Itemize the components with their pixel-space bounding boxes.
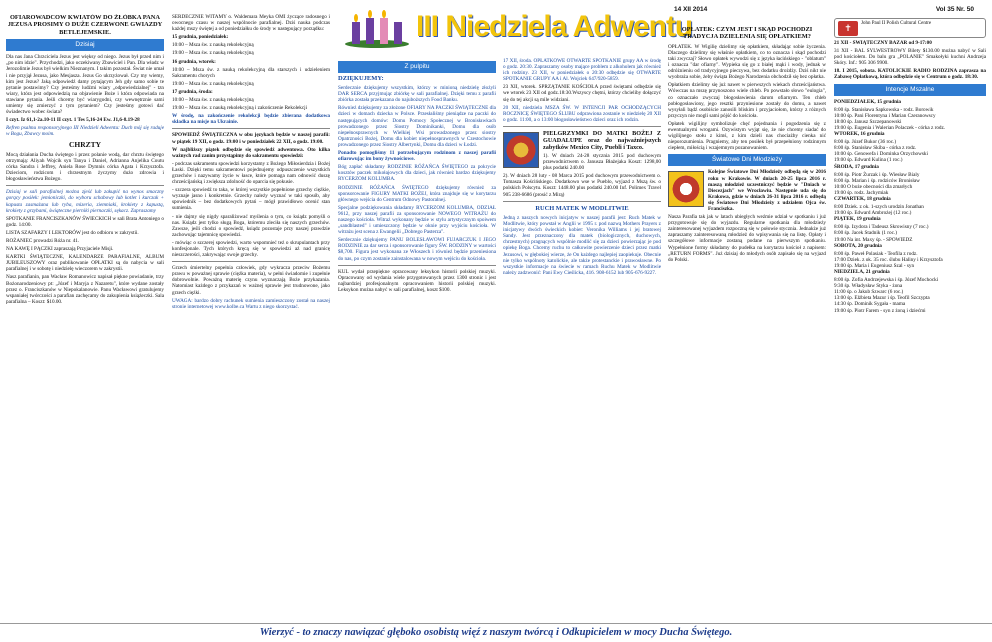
pilgrimage-1: 1). W dniach 24-28 stycznia 2015 pod duchowym przewodnictwem o. Janusza Błażejaka Koszt: 1298,00 plus podatki 240.00 [543, 152, 661, 172]
intention-row: 8:00 śp. Izydora i Tadeusz Skrowisny (7 roc.) [834, 224, 929, 231]
divider [172, 128, 330, 129]
schedule-day: 15 grudnia, poniedziałek: [172, 34, 229, 41]
intention-row: 8:00 śp. Józef Bukor (36 roc.) [834, 139, 897, 146]
intention-row: 10:00 śp. Genowefa i Dominka Orzychowski [834, 151, 928, 158]
column-1 [6, 14, 164, 616]
intention-day: CZWARTEK, 18 grudnia [834, 195, 891, 202]
sermon-text: Dla nas Jana Chrzciciela Jezus jest więksy od niego. Jezus był przed nim i „po nim idzie". Przychodzi, jako oczekiwany Zbawiciel i Pan. Dla władz w Jerozolimie Jezus był wielkim Nieznanym. I takim pozostał. Świat nie umał i nie przyjął Jezusa, jako Mesjasza. Jezus Go ukrzyżował. Czy my wiemy, kim jest Jezus? Jaką odpowiedź damy pytającym Jeh gdy samo sobie te pytanie postawimy? Czy jesteśmy ludźmi wiary „odpowiedzialnej" - tzn wiary, która jest odpowiedzią na objawienie Boże i która odpowiada na stawiane pytania. Jeśli chcemy być wiarygodni, czy wewnętrznie sami umiemy się zmierzyć z tym pytaniem? Czy jesteśmy gotowi dać świadectwo wobec świata? [6, 54, 164, 116]
column-5 [668, 14, 826, 616]
examination-link[interactable]: UWAGA: bardzo dobry rachunek sumienia zamieszczony został na naszej stronie internetowej www.kolbe.ca Wartu z niego skorzystać. [172, 297, 330, 310]
schedule-row: 19:00 – Msza św. z nauką rekolekcyjną i zakończenie Rekolekcji [172, 105, 308, 112]
issue-date: 14 XII 2014 [674, 6, 708, 13]
wyd-text-2: Nasza Parafia tak jak w latach ubiegłych weźmie udział w spotkaniu i już przygotowuje się do wyjazdu. Regularne spotkania dla młodzieży zainteresowanej wyjazdem rozpoczną się w połowie stycznia. Jednakże już zapraszamy zainteresowaną młodzież do wpisywania się na listę. Opłaty i szczegółowe informacje zostaną podane na pierwszym spotkaniu. Wypełnione formy składamy do pudełka na korytarzu kościoł z napisem: „RETURN FORMS". Już dzisiaj do młodych osób zapisało się na wyjazd do Polski. [668, 214, 826, 263]
retreat-schedule [172, 34, 330, 111]
intention-row: 19:00 śp. Eugenia i Walerian Polaczek - córka z rodz. [834, 124, 946, 131]
parish-logo-text: John Paul II Polish Cultural Centre [861, 21, 932, 26]
thanks-knights: Specjalne podziękowania składamy RYCERZOM KOLUMBA, ODZIAŁ 9612, przy naszej parafii za sponsorowanie NOWEGO WITRAŻU do naszego kościoła. Witraż wykonany będzie w stylu artystycznym spoiwem „sandblasted" i umieszczony będzie w oknie przy wyjściu kościoła. W witrażu jest scena z Ewangelii „Dobrego Pasterza". [338, 204, 496, 236]
notice-rosary: ROŻANIEC prowadzi Róża nr. 41. [6, 237, 80, 244]
schedule-row: 10:00 – Msza św. z nauką rekolekcyjną [172, 42, 254, 49]
intention-row: 10:00 śp. Pani Florentyna i Marian Czeranowscy [834, 112, 936, 119]
column-3 [338, 58, 496, 616]
column-2 [172, 14, 330, 616]
intention-row: 18:00 śp. Janusz Szczepanowski [834, 118, 902, 125]
section-band-intentions: Intencje Mszalne [834, 84, 986, 96]
schedule-row: 19:00 – Msza św. z nauką rekolekcyjną [172, 80, 254, 87]
intention-row: 19:00 śp. rodz. Jachymiak [834, 189, 889, 196]
intention-row: 14:30 śp. Dominik Sygała - mama [834, 301, 906, 308]
intention-row: 19:00 śp. Edward Ambrożej (12 roc.) [834, 210, 912, 217]
nye-ball-notice: 31 XII - BAL SYLWESTROWY Bilety $130.00 można nabyć w Sali pod kościołem. Do balu gra „POLANIE" Smakołyki kuchni Andrzeja Skóry. Inf.: 905 306 9900. [834, 48, 986, 67]
intention-row: 11:00 śp. o Jakub Szwarc (6 roc.) [834, 289, 904, 296]
aa-meeting: 17 XII, środa. OPŁATKOWE OTWARTE SPOTKANIE grupy AA w środę o godz. 20:30. Zapraszamy osoby mające problem z alkoholem jak również ich rodziny. 23 XII, w poniedziałek o 20:30 odbędzie się OTWARTE SPOTKANIE GRUPY AA i Al. Wojciek 647/920-5859. [503, 58, 661, 83]
divider [338, 265, 496, 266]
divider [172, 261, 330, 262]
intention-row: 19:00 Na int. Maxy śp. - SPOWIEDZ [834, 236, 913, 243]
schedule-day: 17 grudnia, środa: [172, 88, 213, 95]
intention-day: PIĄTEK, 19 grudnia [834, 216, 881, 223]
intention-row: 8:00 śp. Jacek Stadnik (1 roc.) [834, 230, 897, 237]
wyd-text-1: Kolejne Światowe Dni Młodzieży odbędą się w 2016 roku w Krakowie. W dniach 20-25 lipca 2016 r. maszą młodzież uczestniczyć będzie w "Dniach w Diecezjach" we Wrocławiu. Następnie uda się do Krakowa, gdzie w dniach 26-31 lipca 2016 r. odbędą się Światowe Dni Młodzieży z udziałem Ojca św. Franciszka. [708, 169, 826, 212]
thanks-packages: Również dziękujemy za złożone OFIARY NA PACZKI ŚWIĄTECZNE dla dzieci w domach dziecka w Polsce. Przesłaliśmy pieniądze na paczki do następujących domów: Domu Pomocy Społecznej w Bronisławkach prowadzonego przez Siostry Dominikanki, Domu dla osób niepełnosprawnych w Wielkiej Wsi prowadzonego przez siostry Opatrzności Bożej, Domu dla kobiet niepełnosprawnych w Czestochowie prowadzonego przez Siostry Albertynki, Domu dla dzieci w Łodzi. [338, 105, 496, 148]
baptisms-heading: CHRZTY [68, 140, 102, 150]
intention-row: 19:00 śp. Edward Kulina (1 roc.) [834, 157, 903, 164]
guadalupe-image [503, 132, 539, 168]
thanks-food-bank: Serdecznie dziękujemy wszystkim, którzy w minioną niedzielę złożyli DAR SERCA przyjmując zbiórkę w sali parafialnej. Dzięki temu z parafii zbiórka została przekazana do najuboższych Food Banku. [338, 85, 496, 104]
oplatek-text-1: OPŁATEK. W Wigilię dzielimy się opłatkiem, składając sobie życzenia. Dlaczego dzielimy się właśnie opłatkiem, co to oznacza i skąd pochodzi taki zwyczaj? Słowo opłatek wywodzi się z języka łacińskiego - "oblatum" i oznacza "dar ofiarny". Wypieka się go z białej mąki i wody, jednak w odróżnieniu od tradycyjnego pieczywa, bez dodatku drożdży. Dziś nikt nie wyobraża sobie, żeby świąta Bożego Narodzenia obchodził się bez opłatka. [668, 43, 826, 81]
wyd-logo [668, 171, 704, 207]
confession-tip-1: - podczas sakramentu spowiedzi korzystamy z Bożego Miłosierdzia i Bożej Łaski. Dzięki temu sakramentowi pojednujemy odpuszczenie wszystkich grzechów i nazywamy życie w łasce, które pomaga nam odnowić duszę chrześcijańską i zwiększa zdolność do oparcia się pokusie. [172, 160, 330, 186]
parish-logo-icon: ✝ [838, 21, 858, 36]
section-band-wyd: Światowe Dni Młodzieży [668, 154, 826, 166]
intention-row: 8:00 śp. Piotr Żurzak i śp. Wiesław Bialy [834, 171, 920, 178]
confession-tip-3: - nie dajmy się nigdy sparaliżować myślenia o tym, co ksiądz pomyśli o nas. Ksiądz jest tylko sługą Boga, któremu zleciła się naszych grzechów. Zawsze, jeśli chodzi o spowiedź, ksiądz pozostaje przy naszej prawdzie zachowując tajemnicę spowiedzi. [172, 213, 330, 238]
section-band-pulpit: Z pulpitu [338, 61, 496, 73]
footer-quote: Wierzyć - to znaczy nawiązać głęboko osobistą więź z naszym twórcą i Odkupicielem w mocy Ducha Świętego. [0, 623, 992, 638]
anniversary-mass: 20 XII, niedziela MSZA ŚW. W INTENCJI PAR OCHODZĄCYCH ROCZNICĘ ŚWIĘTEGO ŚLUBU odprawiona zostanie w niedzielę 20 XII o godz. 11:00, a o 13:00 błogosławieństwo dzieci oraz ich rodzin. [503, 104, 661, 123]
flowers-notice: OFIAROWADCOW KWIATÓW DO ŻŁÓBKA PANA JEZUSA PROSIMY O DUŻE CZERWONE GWIAZDY BETLEJEMSKIE. [7, 14, 163, 36]
pilgrimage-2: 2). W dniach 28 luty - 08 Marca 2015 pod duchowym przewodnictwem o. Tomasza Kościńskiego. Dodatkowo wse w Pueblo, wyjazd z Mszą św. o polskich Polscytu. Koszt: 1448.00 plus podatki 240.00 Inf. Polimex Travel 905 238-6686 (prosić z Mirą) [503, 173, 661, 198]
thanks-heading: DZIĘKUJEMY: [338, 75, 384, 82]
column-4 [503, 58, 661, 616]
intention-row: 19:00 śp. Maria i Eugeniusz Szal - syn [834, 262, 915, 269]
mothers-prayers-text: Jedną z naszych nowych inicjatyw w naszej parafii jest: Ruch Matek w Modlitwie, który powstał w Anglii w 1995 r. pod nazwą Mothers Prayers z inicjatywy dwóch świeckich kobiet: Veronika Williams i jej bratowej Sandy. Jest przeznaczony dla matek (biologicznych, duchowych, chrzestnych) pragnących wspólnie modlić się za dzieci powierzając je pod opiekę Boga. Chcemy ruchu to całkowite powierzenie dzieci przez matki Jezusowi, w głębokiej wierze, że On każdego najlepiej zaopiekuje. Obecnie nie tylko wspólnoty katolickie, ale także protestanckie i prawosławne. Po wszystkie informacje na świecie w ramach Ruchu Matek w Modlitwie należy zadzwonić: Pani Ewy Cieślicka, 416. 908-6152 lub 905-676-9227. [503, 215, 661, 276]
retreat-intro: SERDECZNIE WITAMY o. Waldemara Meyka OMI życzące radosnego i owocnego czasu w naszej wspólnocie parafialnej. Dziś nauka podczas każdej mszy świętej a od poniedziałku do środy w następujący porządku: [172, 14, 330, 33]
divider [503, 201, 661, 202]
masthead-title: III Niedziela Adwentu [416, 10, 693, 43]
intention-row: 13:00 śp. Elżbieta Mazur i śp. Teofil Szczypta [834, 295, 930, 302]
radio-dance-notice: 18. I 2015, sobota. KATOLICKIE RADIO RODZINA zaprasza na Zabawę Opłatkową, która odbędzie się w Centrum o godz. 18:30. [834, 68, 986, 81]
thanks-rosary: Bóg zapłać składamy RODZINIE RÓŻAŃCA ŚWIĘTEGO za pokrycie kosztów paczek mikołajowych dla dzieci, jak również bardzo dziękujemy RYCERZOM KOLUMBA. [338, 164, 496, 183]
oplatek-heading: OPŁATEK: CZYM JEST I SKĄD POCHODZI TRADYCJA DZIELENIA SIĘ OPŁATKIEM? [681, 26, 813, 41]
schedule-row: 10:00 – Msza św. z nauką rekolekcyjną dla starszych i udzieleniem Sakramentu chorych [172, 66, 330, 79]
intention-row: 8:00 śp. Paweł Polasiak - Teofila z rodz. [834, 250, 918, 257]
intention-row: 17:00 Dziek. z ok. 35 roc. ślubu Haliny i Krzysztofa [834, 256, 943, 263]
baptisms-text: Mocą działania Ducha świętego i przez polanie wodą, dar chrztu świętego otrzymają: Aliyah Wojcik syn Tanya i Daniel, Adrianna Anjelika Coutu córka Sandra i Jeffrey, Aniela Rose Dymnis córka Agata i Krzysztofa. Dzieciom, rodzicom i chrzestnym życzymy dużo zdrowia i błogosławieństwa Bożego. [6, 151, 164, 183]
divider [6, 185, 164, 186]
intention-row: 8:00 śp. Stanisław Skiba - córka z rodz. [834, 145, 917, 152]
column-6 [834, 40, 986, 616]
confession-intro: W najbliższy piątek odbędzie się spowiedź adwentowa. Oto kilka ważnych rad zanim przystąpimy do sakramentu spowiedzi: [172, 146, 330, 159]
intention-row: 8:00 Dziek. z ok. 1-szych urodzin Jonathan [834, 204, 924, 211]
intention-row: 10:00 O boże obecności dla zmarłych [834, 183, 913, 190]
section-band-today: Dzisiaj [6, 39, 164, 51]
schedule-day: 16 grudnia, wtorek: [172, 58, 216, 65]
thanks-families: Ponadto pomogliśmy 11 potrzebującym rodzinom z naszej parafii ofiarowując im bony żywnościowe. [338, 150, 496, 163]
readings: I czyt. Iz 61,1-2a.10-11 II czyt. 1 Tes 5,16-24 Ew. J1,6-8.19-28 [6, 117, 140, 124]
confession-tip-4: - mówiąc o szczerej spowiedzi, warto wspomnieć też o skrupulantach przy konfesjonale. Tych których kręcą się w spowiedzi aż nad granicę nieszczerości, zakrywając swoje grzechy. [172, 239, 330, 259]
divider [503, 126, 661, 127]
intention-row: 8:00 śp. Zofia Andrzejewska i śp. Józef Mochocki [834, 277, 939, 284]
thanks-fujarczuk: Serdecznie dziękujemy PANU BOLESŁAWOWI FUJARCZUK I JEGO RODZINIE za dar serca i sponsorowanie figury ŚW. RODZINY w wartości $8,700. Figura jest wykonana ze Włoszech i również będzie przeniesiona do nas, po czym zostanie zainstalowana w nowym wejściu do kościoła. [338, 237, 496, 262]
bazaar-notice: 21 XII - ŚWIĄTECZNY BAZAR od 9-17:00 [834, 40, 932, 46]
intention-day: NIEDZIELA, 21 grudnia [834, 269, 890, 275]
intention-day: PONIEDZIAŁEK, 15 grudnia [834, 98, 902, 105]
issue-volume: Vol 35 Nr. 50 [935, 6, 974, 13]
kul-lexicon: KUL wydał przepiękne opracowany leksykon historii polskiej muzyki. Opracowany od wydania wiele przygotowanych przez 1300 stronic i jest najbardziej profesjonalnym opracowaniem historii polskiej muzyki. Leksykon można nabyć w sali parafialnej, koszt $100. [338, 268, 496, 293]
mothers-prayers-heading: RUCH MATEK W MODLITWIE [535, 204, 629, 212]
confession-notice: SPOWIEDŹ ŚWIĄTECZNA w obu językach będzie w naszej parafii: w piątek 19 XII, o godz. 19:00 i w poniedziałek 22 XII, o godz. 19:00. [172, 132, 330, 145]
intention-row: 9:30 śp. Władysław Styka - żona [834, 283, 903, 290]
intention-day: ŚRODA, 17 grudnia [834, 163, 879, 170]
notice-meals: Dzisiaj w sali parafialnej można zjeść lub zakupić na wynos smaczny gorący posiłek: jemioniczki, do wyboru schabowy lub kotlet i kurczak + kapusta zasmażana lub ryba, mizeria, ziemniaki, krokiety z kapustą, krokiety z grzybami, świąteczne pierniki piernaczki, sękacz. Zapraszamy [6, 189, 164, 214]
confession-tip-2: - szczera spowiedź to taka, w której wszystkie popełnione grzechy ciężkie, wyznaje jasno i konkretnie. Grzechy należy wyznać w taki sposób, aby spowiednik – bez dodatkowych pytań – mógł prawidłowo ocenić stan sumienia. [172, 187, 330, 212]
mass-intentions [834, 99, 986, 314]
notice-franciscans: SPOTKANIE FRANCISZKANÓW ŚWIECKICH w sali Brata Antoniego o godz. 14:00. [6, 215, 164, 228]
oplatek-text-3: Opłatek wigilijny symbolizuje chęć pojednania i pogodzenia się z ewentualnymi wrogami. Ozywistym wyjąt się, że nie chcemy siadać do wigilijnego stołu z kimś, z kim dzieli nas chociażby cienka nić nieporozumienia. Pragniemy, aby ten posiłek był przepełniony rodzinnym ciepłem, miłością i wzajemnym pozanowaniem. [668, 120, 826, 152]
intention-day: SOBOTA, 20 grudnia [834, 242, 882, 249]
psalm-refrain: Refren psalmu responsoryjnego III Niedzieli Adwentu: Duch mój się raduje w Bogu, Zbawcy moim. [6, 125, 164, 138]
oplatek-text-2: Opłatkiem dzielimy się już nawet w pierwszych wiekach chrześcijaństwa. Wówczas na mszę przynoszono wiele chleb. Po powstało słowo "eulogia", co oznaczało zwyczaj błogosławienia darom ofiarnym. Ten chleb pobłogosławiony, jego resztki przyniesione zostały do domu, a nawet wysyłali bądź osobiście zanosili bliskim i przyjaciołom, którzy z różnych przyczyn nie mogli sami pójść do kościoła. [668, 82, 826, 119]
advent-candles-icon [342, 8, 412, 48]
intention-row: 19:00 śp. Piotr Farem - syn z żoną i dziećmi [834, 307, 926, 314]
schedule-row: 10:00 – Msza św. z nauką rekolekcyjną [172, 97, 254, 104]
church-cleaning: 23 XII, wtorek. SPRZĄTANIE KOŚCIOŁA przed świętami odbędzie się we wtorek 23 XII od godz.18:30.Wszyscy chętni, którzy chcieliby dołączyć się do tej akcji są mile widziani. [503, 84, 661, 103]
pilgrimage-heading: PIELGRZYMKI DO MATKI BOŻEJ Z GUADALUPE oraz do najważniejszych zabytków Mexico City, Puebli i Taxco. [543, 129, 661, 151]
thanks-statue: RODZINIE RÓŻAŃCA ŚWIĘTEGO dziękujemy również za sponsorowanie FIGURY MATKI BOŻEJ, która znajduje się w korytarzu głównego wejścia do Centrum Odnowy Pastoralnej. [338, 184, 496, 203]
mortal-sin-text: Grzech śmiertelny popełnia człowiek, gdy wykracza przeciw Bożemu prawu w poważnej sprawie (ciężka materia), w pełni świadomie i zupełnie dobrowolnie. Poważną materię czynu wyznaczają Boże przykazania. Natomiast każdego z przykazań w ważnej sprawie jest trudnowone, jako grzech ciężki. [172, 265, 330, 296]
intention-day: WTOREK, 16 grudnia [834, 131, 885, 138]
schedule-row: 19:00 – Msza św. z nauką rekolekcyjną [172, 50, 254, 57]
parish-logo-box [834, 18, 986, 38]
retreat-collection-note: W środę, na zakończenie rekolekcji będzie zbierana dodatkowa składka na misje na Ukrainie. [172, 113, 330, 126]
notice-book: Nasz parafianin, pan Wacław Romanowicz napisał piękne powiadanie, trzy Bożonarodzeniowy pt: „Józef i Maryja z Nazaretu", które wydane zostały przez o. Franciszkanów w Niepokalanowie. Panu Wacławowi gratulujemy wspaniałej twórczości a parafian zachęcamy do zakupienia książeczki. Sala parafialna – Koszt: $10.00. [6, 274, 164, 305]
notice-coffee: NA KAWĘ I PĄCZKI zapraszają Przyjaciele Misji. [6, 246, 114, 253]
notice-lectors: LISTA SZAFARZY I LEKTORÓW jest do odbioru w zakrystii. [6, 229, 139, 236]
intention-row: 8:00 śp. Marian i śp. rodziców Bronisław [834, 177, 920, 184]
notice-cards: KARTKI ŚWIĄTECZNE, KALENDARZE PARAFIALNE, ALBUM JUBILEUSZOWY oraz publikowanie OPŁATKI są do nabycia w sali parafialnej i w sobotę i niedzielę wieczorem w zakrystii. [6, 254, 164, 273]
intention-row: 8:00 śp. Stanisława Sapkowska - rodz. Borowik [834, 106, 934, 113]
